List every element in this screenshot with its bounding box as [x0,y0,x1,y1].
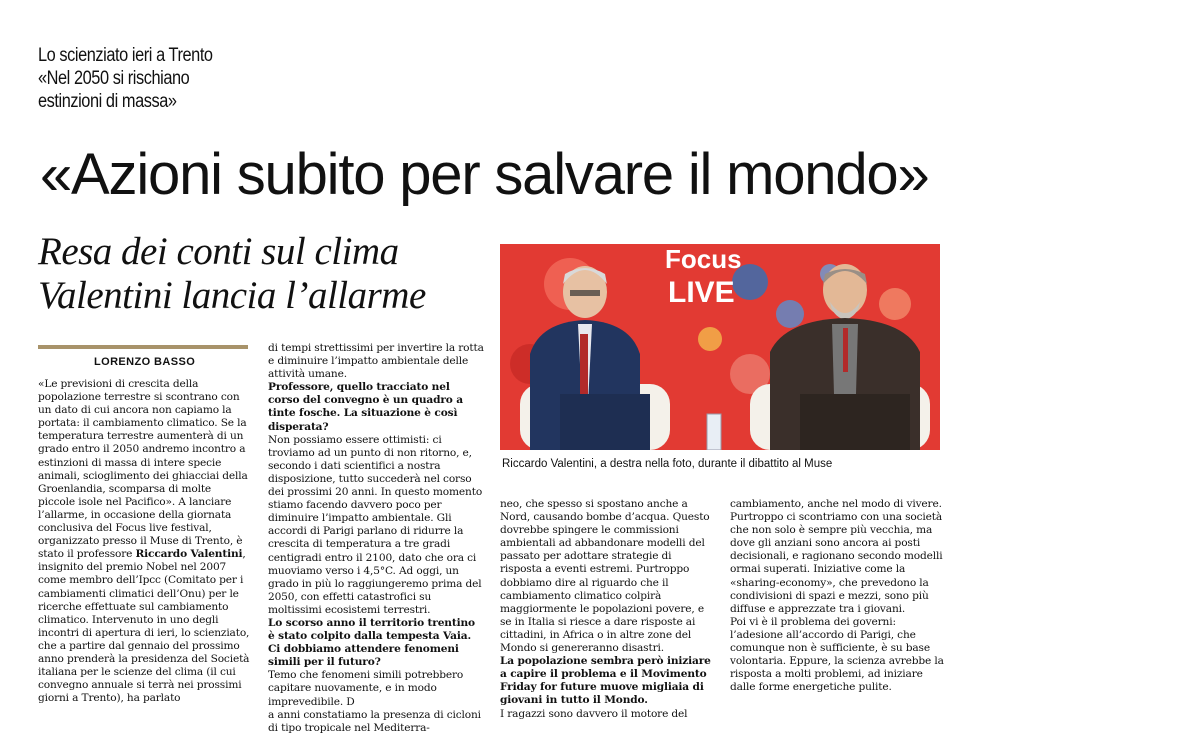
paragraph [268,434,484,617]
paragraph [38,378,250,705]
photo-backdrop-live: LIVE [668,276,735,309]
kicker-line-1: Lo scienziato ieri a Trento [38,45,213,66]
event-photo [500,244,940,450]
body-text: «Le previsioni di crescita della popolazione terrestre si scontrano con un dato di cui ancora non capiamo la portata: il cambiamento climatico. Se la temperatura terrestre aumenterà di un grado entro il 2050 andremo incontro a estinzioni di massa di intere specie animali, scioglimento dei ghiacciai della Groenlandia, scomparsa di molte piccole isole nel Pacifico». A lanciare l’allarme, in occasione della giornata conclusiva del Focus live festival, organizzato presso il Muse di Trento, è stato il professore [38,378,248,561]
subheadline-line-1: Resa dei conti sul clima [38,230,399,273]
body-text: Temo che fenomeni simili potrebbero capitare nuovamente, e in modo imprevedibile. D [268,669,464,708]
kicker [38,44,213,113]
article-column-2 [268,342,484,735]
body-text: , insignito del premio Nobel nel 2007 come membro dell’Ipcc (Comitato per i cambiamenti climatici dell’Onu) per le ricerche effettuate sul cambiamento climatico. Intervenuto in uno degli incontri di apertura di ieri, lo scienziato, che a partire dal gennaio del prossimo anno prenderà la presidenza del Società italiana per le scienze del clima (il cui convegno annuale si terrà nei prossimi giorni a Trento), ha parlato [38,548,250,705]
body-text: neo, che spesso si spostano anche a Nord, causando bombe d’acqua. Questo dovrebbe spingere le commissioni ambientali ad abbandonare modelli del passato per adottare strategie di risposta a eventi estremi. Purtroppo dobbiamo dire al riguardo che il cambiamento climatico colpirà maggiormente le popolazioni povere, e se in Italia si riesce a dare risposte ai cittadini, in Africa o in altre zone del Mondo si genereranno disastri. [500,498,710,655]
subheadline-line-2: Valentini lancia l’allarme [38,274,426,317]
body-text: Non possiamo essere ottimisti: ci troviamo ad un punto di non ritorno, e, secondo i dati scientifici a nostra disposizione, tutto succederà nel corso dei prossimi 20 anni. In questo momento stiamo facendo davvero poco per diminuire l’impatto ambientale. Gli accordi di Parigi parlano di ridurre la crescita di temperatura a tre gradi centigradi entro il 2100, dato che ora ci muoviamo verso i 4,5°C. Ad oggi, un grado in più lo raggiungeremo prima del 2050, con effetti catastrofici su moltissimi ecosistemi terrestri. [268,433,483,616]
photo-caption: Riccardo Valentini, a destra nella foto, durante il dibattito al Muse [502,458,833,470]
kicker-line-2: «Nel 2050 si rischiano [38,68,190,89]
paragraph [500,655,716,707]
body-text: I ragazzi sono davvero il motore del [500,707,688,720]
article-column-4 [730,498,946,694]
paragraph [268,669,484,708]
paragraph [268,342,484,381]
article-column-3 [500,498,716,721]
bold-text: Lo scorso anno il territorio trentino è stato colpito dalla tempesta Vaia. Ci dobbiamo attendere fenomeni simili per il futuro? [268,616,475,669]
paragraph [730,616,946,695]
headline: «Azioni subito per salvare il mondo» [40,142,929,207]
body-text: Poi vi è il problema dei governi: l’adesione all’accordo di Parigi, che comunque non è sufficiente, è su base volontaria. Eppure, la scienza avrebbe la risposta a molti problemi, ad iniziare dalle forme energetiche pulite. [730,615,944,694]
bold-text: Professore, quello tracciato nel corso del convegno è un quadro a tinte fosche. La situazione è così disperata? [268,381,463,433]
kicker-line-3: estinzioni di massa» [38,91,177,112]
photo-backdrop-focus: Focus [665,244,742,274]
paragraph [500,708,716,721]
author-byline: LORENZO BASSO [94,356,196,368]
article-column-1 [38,378,250,705]
paragraph [730,498,946,616]
paragraph [268,617,484,669]
body-text: cambiamento, anche nel modo di vivere. Purtroppo ci scontriamo con una società che non solo è sempre più vecchia, ma dove gli anziani sono ancora ai posti decisionali, e ragionano secondo modelli ormai superati. Iniziative come la «sharing-economy», che prevedono la condivisioni di spazi e mezzi, sono più diffuse e apprezzate tra i giovani. [730,498,943,615]
bold-text: Riccardo Valentini [135,548,243,561]
paragraph [268,709,484,735]
paragraph [500,498,716,655]
bold-text: La popolazione sembra però iniziare a capire il problema e il Movimento Friday for future muove migliaia di giovani in tutto il Mondo. [500,655,711,707]
event-photo-illustration [500,244,940,450]
body-text: di tempi strettissimi per invertire la rotta e diminuire l’impatto ambientale delle attività umane. [268,342,484,381]
paragraph [268,381,484,433]
subheadline [38,230,426,318]
author-rule [38,345,248,349]
body-text: a anni constatiamo la presenza di cicloni di tipo tropicale nel Mediterra- [268,708,481,734]
